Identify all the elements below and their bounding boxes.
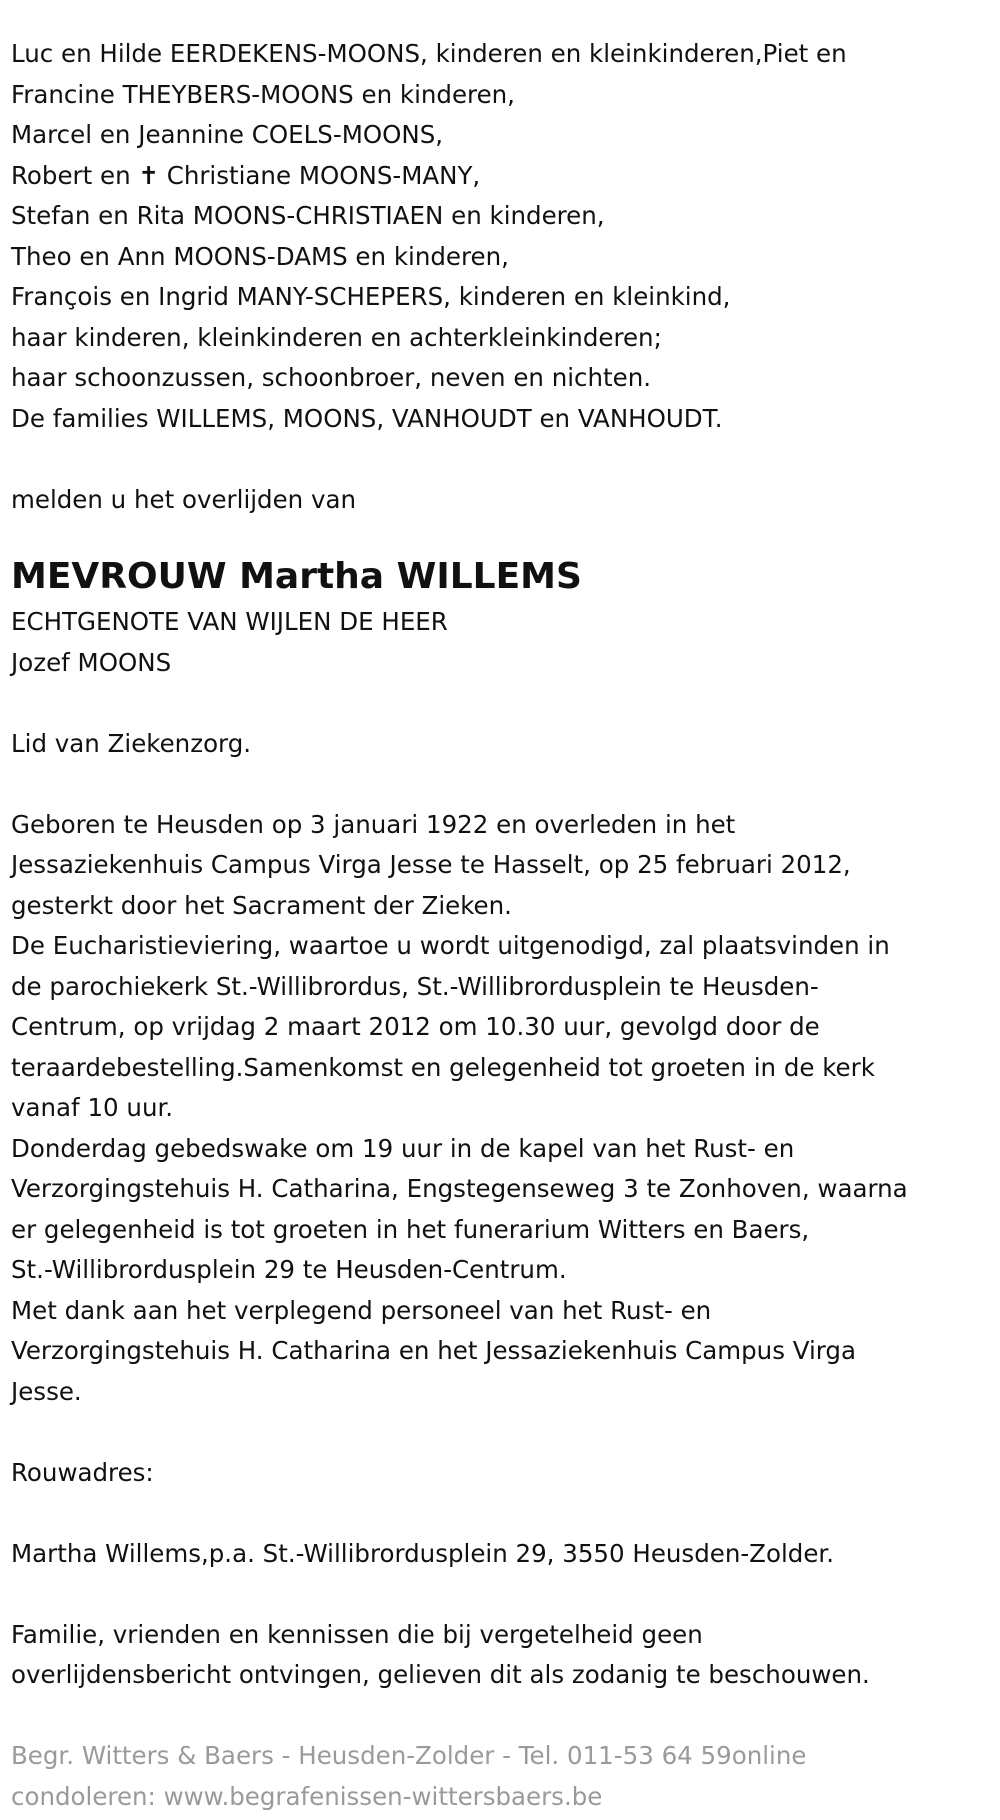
announcer-line: François en Ingrid MANY-SCHEPERS, kinderen en kleinkind, — [11, 282, 731, 311]
announcer-line: Theo en Ann MOONS-DAMS en kinderen, — [11, 241, 509, 271]
notice-line: overlijdensbericht ontvingen, gelieven dit als zodanig te beschouwen. — [11, 1660, 870, 1689]
details-line: Jesse. — [11, 1376, 82, 1406]
announcer-line: haar schoonzussen, schoonbroer, neven en nichten. — [11, 363, 652, 392]
details-line: teraardebestelling.Samenkomst en gelegenheid tot groeten in de kerk — [11, 1052, 875, 1082]
announcer-line: haar kinderen, kleinkinderen en achterkleinkinderen; — [11, 322, 662, 352]
details-line: De Eucharistieviering, waartoe u wordt uitgenodigd, zal plaatsvinden in — [11, 931, 890, 960]
details-line: Centrum, op vrijdag 2 maart 2012 om 10.30 uur, gevolgd door de — [11, 1012, 820, 1041]
footer-line: condoleren: www.begrafenissen-wittersbaers.be — [11, 1781, 603, 1811]
announcers-block — [11, 34, 1000, 439]
intro-text: melden u het overlijden van — [11, 484, 357, 514]
announcer-line: Luc en Hilde EERDEKENS-MOONS, kinderen en kleinkinderen,Piet en — [11, 39, 847, 68]
footer — [11, 1736, 1000, 1817]
mourning-address: Martha Willems,p.a. St.-Willibrordusplein 29, 3550 Heusden-Zolder. — [11, 1538, 834, 1568]
notice-block — [11, 1615, 1000, 1696]
robert-after: Christiane MOONS-MANY, — [158, 160, 481, 190]
cross-icon: ✝ — [138, 160, 159, 190]
details-line: Verzorgingstehuis H. Catharina, Engstegenseweg 3 te Zonhoven, waarna — [11, 1174, 908, 1203]
announcer-line: Francine THEYBERS-MOONS en kinderen, — [11, 79, 515, 109]
announcer-line: De families WILLEMS, MOONS, VANHOUDT en VANHOUDT. — [11, 403, 723, 433]
deceased-name: MEVROUW Martha WILLEMS — [11, 556, 582, 597]
details-line: Met dank aan het verplegend personeel van het Rust- en — [11, 1295, 712, 1325]
details-line: Donderdag gebedswake om 19 uur in de kapel van het Rust- en — [11, 1133, 795, 1163]
details-line: Geboren te Heusden op 3 januari 1922 en overleden in het — [11, 809, 736, 839]
robert-before: Robert en — [11, 160, 139, 190]
details-line: de parochiekerk St.-Willibrordus, St.-Willibrordusplein te Heusden- — [11, 971, 819, 1001]
details-line: er gelegenheid is tot groeten in het funerarium Witters en Baers, — [11, 1214, 810, 1244]
announcer-line: Marcel en Jeannine COELS-MOONS, — [11, 120, 444, 149]
announcer-line-robert — [11, 156, 1000, 197]
membership-text: Lid van Ziekenzorg. — [11, 728, 252, 758]
deceased-relation: ECHTGENOTE VAN WIJLEN DE HEER — [11, 607, 448, 636]
details-block — [11, 805, 1000, 1413]
deceased-block — [11, 552, 1000, 683]
deceased-spouse: Jozef MOONS — [11, 647, 172, 677]
notice-line: Familie, vrienden en kennissen die bij vergetelheid geen — [11, 1619, 703, 1649]
details-line: Verzorgingstehuis H. Catharina en het Jessaziekenhuis Campus Virga — [11, 1336, 856, 1365]
details-line: vanaf 10 uur. — [11, 1093, 174, 1122]
details-line: gesterkt door het Sacrament der Zieken. — [11, 890, 512, 920]
announcer-line: Stefan en Rita MOONS-CHRISTIAEN en kinderen, — [11, 201, 605, 230]
details-line: St.-Willibrordusplein 29 te Heusden-Centrum. — [11, 1255, 567, 1284]
address-label: Rouwadres: — [11, 1457, 154, 1487]
footer-line: Begr. Witters & Baers - Heusden-Zolder - Tel. 011-53 64 59online — [11, 1741, 807, 1770]
details-line: Jessaziekenhuis Campus Virga Jesse te Hasselt, op 25 februari 2012, — [11, 850, 851, 879]
